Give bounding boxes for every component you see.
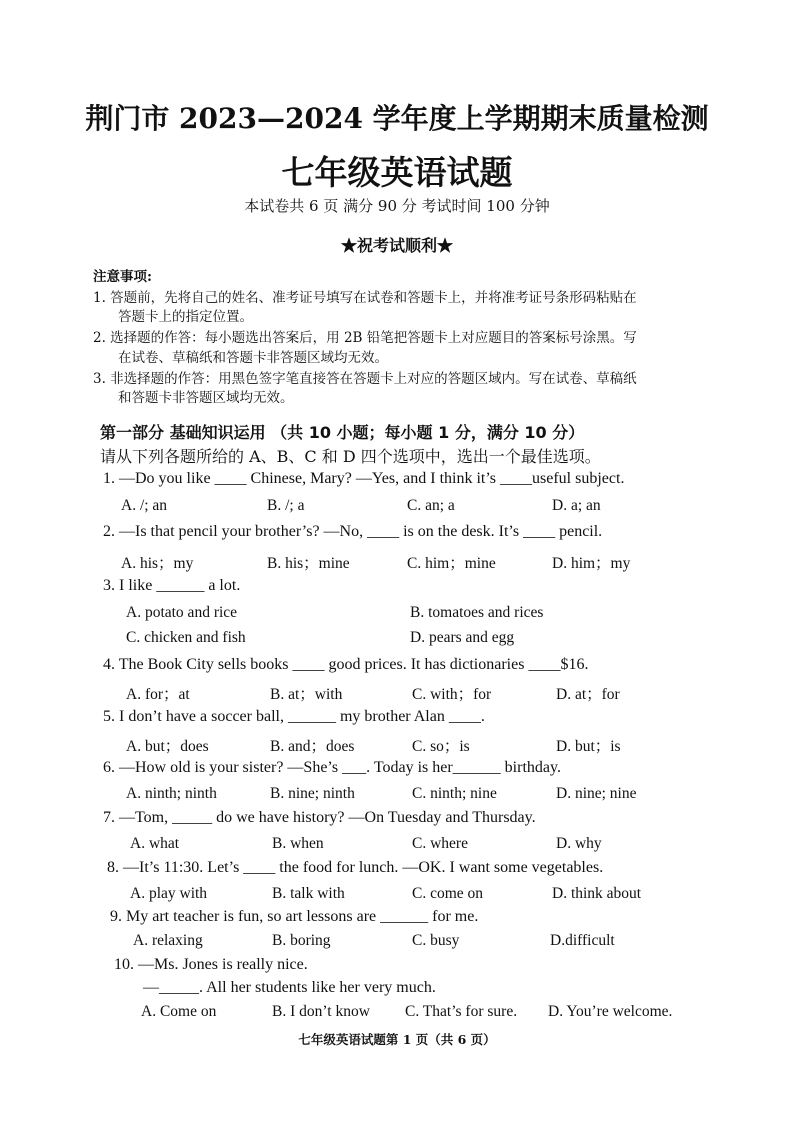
question-stem: 7. —Tom, _____ do we have history? —On Tuesday and Thursday. [103,809,536,826]
option-b: B. tomatoes and rices [410,604,544,621]
option-c: C. where [412,835,468,852]
option-a: A. play with [130,885,208,902]
option-d: D. pears and egg [410,629,515,646]
option-b: B. /; a [267,497,305,514]
question-stem: 5. I don’t have a soccer ball, ______ my brother Alan ____. [103,708,485,725]
option-d: D. think about [552,885,642,902]
option-b: B. nine; ninth [270,785,355,802]
question-stem: 4. The Book City sells books ____ good prices. It has dictionaries ____$16. [103,656,589,673]
option-c: C. him；mine [407,555,496,572]
option-c: C. ninth; nine [412,785,497,802]
option-a: A. but；does [126,738,209,755]
notice-line: 3. 非选择题的作答：用黑色签字笔直接答在答题卡上对应的答题区域内。写在试卷、草稿纸 [93,371,637,387]
option-d: D. him；my [552,555,631,572]
option-a: A. Come on [141,1003,217,1020]
option-c: C. That’s for sure. [405,1003,518,1020]
notice-line: 答题卡上的指定位置。 [118,309,253,325]
exam-info: 本试卷共 6 页 满分 90 分 考试时间 100 分钟 [244,197,550,215]
option-b: B. boring [272,932,331,949]
good-luck-line: ★祝考试顺利★ [340,236,453,255]
option-c: C. an; a [407,497,455,514]
option-c: C. come on [412,885,484,902]
option-b: B. at；with [270,686,343,703]
question-stem-continued: —_____. All her students like her very much. [143,979,436,996]
notice-line: 2. 选择题的作答：每小题选出答案后，用 2B 铅笔把答题卡上对应题目的答案标号涂黑。写 [93,330,637,346]
option-d: D. nine; nine [556,785,637,802]
notice-heading: 注意事项: [93,269,152,285]
notice-line: 和答题卡非答题区域均无效。 [118,390,294,406]
option-c: C. chicken and fish [126,629,246,646]
option-d: D. but；is [556,738,621,755]
page-footer: 七年级英语试题第 1 页（共 6 页） [298,1032,496,1047]
question-stem: 10. —Ms. Jones is really nice. [114,956,308,973]
notice-line: 1. 答题前，先将自己的姓名、准考证号填写在试卷和答题卡上，并将准考证号条形码粘贴在 [93,290,637,306]
option-d: D.difficult [550,932,615,949]
option-c: C. busy [412,932,460,949]
question-stem: 1. —Do you like ____ Chinese, Mary? —Yes, and I think it’s ____useful subject. [103,470,625,487]
option-a: A. for；at [126,686,190,703]
option-b: B. and；does [270,738,355,755]
section-title: 第一部分 基础知识运用 （共 10 小题；每小题 1 分，满分 10 分） [100,423,585,442]
question-stem: 9. My art teacher is fun, so art lessons are ______ for me. [110,908,479,925]
option-d: D. at；for [556,686,620,703]
option-a: A. ninth; ninth [126,785,217,802]
option-a: A. potato and rice [126,604,238,621]
option-c: C. so；is [412,738,470,755]
option-a: A. his；my [121,555,194,572]
question-stem: 8. —It’s 11:30. Let’s ____ the food for lunch. —OK. I want some vegetables. [107,859,604,876]
option-b: B. I don’t know [272,1003,370,1020]
option-d: D. You’re welcome. [548,1003,673,1020]
exam-subtitle: 七年级英语试题 [281,153,513,192]
option-b: B. his；mine [267,555,350,572]
option-a: A. /; an [121,497,168,514]
notice-line: 在试卷、草稿纸和答题卡非答题区域均无效。 [118,350,388,366]
option-d: D. a; an [552,497,601,514]
option-a: A. what [130,835,180,852]
section-instruction: 请从下列各题所给的 A、B、C 和 D 四个选项中，选出一个最佳选项。 [100,447,601,466]
option-b: B. talk with [272,885,345,902]
exam-title: 荆门市 2023—2024 学年度上学期期末质量检测 [85,102,709,135]
option-a: A. relaxing [133,932,203,949]
question-stem: 6. —How old is your sister? —She’s ___. Today is her______ birthday. [103,759,561,776]
question-stem: 3. I like ______ a lot. [103,577,241,594]
option-b: B. when [272,835,324,852]
option-c: C. with；for [412,686,492,703]
option-d: D. why [556,835,602,852]
question-stem: 2. —Is that pencil your brother’s? —No, ____ is on the desk. It’s ____ pencil. [103,523,603,540]
